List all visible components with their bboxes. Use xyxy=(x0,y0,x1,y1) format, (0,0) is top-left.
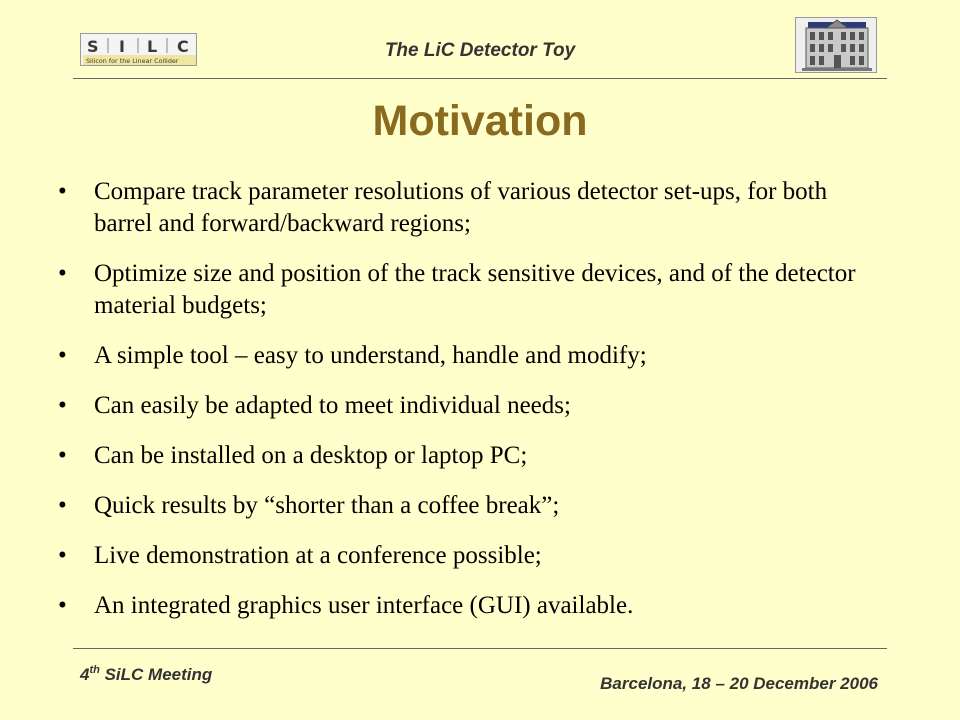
bullet-icon: • xyxy=(58,260,67,287)
bullet-icon: • xyxy=(58,442,67,469)
meeting-label xyxy=(80,664,212,685)
silc-caption: Silicon for the Linear Collider xyxy=(86,57,179,65)
bullet-text: Live demonstration at a conference possible; xyxy=(94,542,542,569)
meeting-name: SiLC Meeting xyxy=(99,665,213,684)
location-date: Barcelona, 18 – 20 December 2006 xyxy=(600,674,878,693)
bullet-text: A simple tool – easy to understand, handle and modify; xyxy=(94,342,647,369)
silc-letter: L xyxy=(147,37,158,56)
bullet-list xyxy=(58,176,878,640)
header-divider xyxy=(73,78,887,79)
meeting-suffix: th xyxy=(89,664,100,676)
header-title: The LiC Detector Toy xyxy=(384,40,576,61)
bullet-icon: • xyxy=(58,592,67,619)
bullet-text: Can easily be adapted to meet individual needs; xyxy=(94,392,571,419)
bullet-icon: • xyxy=(58,392,67,419)
list-item xyxy=(58,340,878,372)
list-item xyxy=(58,440,878,472)
bullet-text: Can be installed on a desktop or laptop PC; xyxy=(94,442,528,469)
bullet-icon: • xyxy=(58,178,67,205)
bullet-icon: • xyxy=(58,542,67,569)
meeting-number: 4 xyxy=(80,665,90,684)
bullet-text: An integrated graphics user interface (GUI) available. xyxy=(94,592,634,619)
bullet-text: Optimize size and position of the track sensitive devices, and of the detector material budgets; xyxy=(94,260,856,319)
silc-letter: S xyxy=(87,37,99,56)
list-item xyxy=(58,258,878,322)
bullet-text: Compare track parameter resolutions of various detector set-ups, for both barrel and forward/backward regions; xyxy=(94,178,828,237)
list-item xyxy=(58,590,878,622)
slide-title: Motivation xyxy=(372,97,588,145)
building-logo-icon xyxy=(795,17,877,73)
silc-letter: I xyxy=(119,37,125,56)
list-item xyxy=(58,540,878,572)
bullet-text: Quick results by “shorter than a coffee break”; xyxy=(94,492,560,519)
bullet-icon: • xyxy=(58,492,67,519)
footer-divider xyxy=(73,648,887,649)
list-item xyxy=(58,490,878,522)
list-item xyxy=(58,176,878,240)
bullet-icon: • xyxy=(58,342,67,369)
list-item xyxy=(58,390,878,422)
silc-letter: C xyxy=(177,37,189,56)
